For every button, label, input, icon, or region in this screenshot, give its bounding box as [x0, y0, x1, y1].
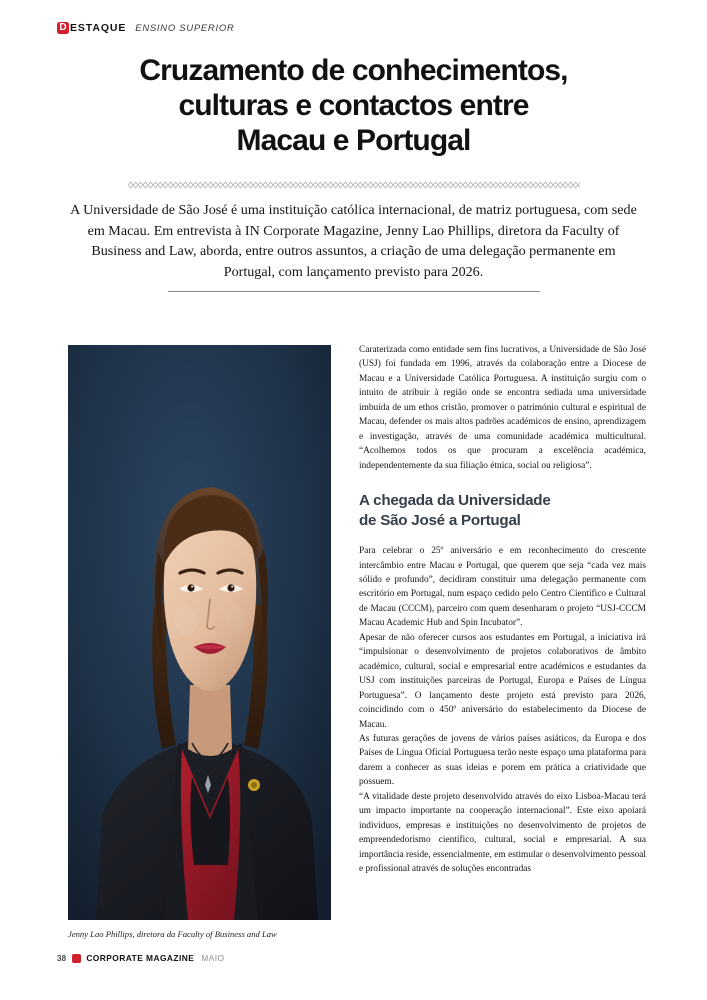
headline-line-1: Cruzamento de conhecimentos, [139, 54, 568, 87]
issue-month-label: MAIO [201, 953, 225, 963]
destaque-logo [57, 22, 126, 34]
subheading-line-1: A chegada da Universidade [359, 492, 551, 510]
article-subheading [359, 491, 646, 530]
magazine-brand-name: CORPORATE MAGAZINE [86, 953, 195, 963]
article-headline [55, 53, 652, 158]
page-footer [57, 952, 225, 964]
body-paragraph: Caraterizada como entidade sem fins lucrativos, a Universidade de São José (USJ) foi fundada em 1996, através da colaboração entre a Diocese de Macau e a Universidade Católica Portuguesa. A instituição surgiu com o intuito de atribuir à região onde se encontra sediada uma universidade imbuída de um ethos cristão, promover o património cultural e espiritual de Macau, defender os mais altos padrões académicos de ensino, aprendizagem e investigação, através de uma comunidade académica multicultural. “Acolhemos todos os que procuram a excelência académica, independentemente da sua filiação étnica, social ou religiosa”. [359, 345, 646, 471]
section-kicker-label: ENSINO SUPERIOR [135, 22, 235, 34]
subheading-line-2: de São José a Portugal [359, 511, 521, 529]
lead-horizontal-rule [168, 291, 540, 292]
body-paragraph: Apesar de não oferecer cursos aos estudantes em Portugal, a iniciativa irá “impulsionar o desenvolvimento de projetos colaborativos de âmbito académico, cultural, social e empresarial entre académicos e estudantes da USJ com instituições parceiras de Portugal, Europa e Países de Língua Portuguesa”. O lançamento deste projeto está previsto para 2026, coincidindo com o 450º aniversário do estabelecimento da Diocese de Macau. [359, 632, 646, 730]
destaque-badge-icon: D [57, 22, 69, 34]
body-paragraph: Para celebrar o 25º aniversário e em reconhecimento do crescente intercâmbio entre Macau e Portugal, que querem que seja “cada vez mais sólido e profundo”, decidiram constituir uma delegação permanente com escritório em Portugal, num espaço cedido pelo Centro Científico e Cultural de Macau (CCCM), parceiro com quem desenharam o projeto “USJ-CCCM Macau Academic Hub and Spin Incubator”. [359, 546, 646, 629]
article-portrait-photo [68, 345, 331, 920]
magazine-badge-icon [72, 954, 81, 963]
destaque-wordmark: ESTAQUE [70, 22, 127, 34]
body-paragraph: “A vitalidade deste projeto desenvolvido através do eixo Lisboa-Macau terá um impacto importante na cooperação internacional”. Este eixo apoiará indivíduos, empresas e instituições no desenvolvimento de projetos de empreendedorismo científico, cultural, social e empresarial. A sua importância reside, essencialmente, em estimular o desenvolvimento pessoal e profissional através de soluções encontradas [359, 791, 646, 875]
photo-caption: Jenny Lao Phillips, diretora da Faculty of Business and Law [68, 929, 277, 939]
portrait-illustration [68, 345, 331, 920]
article-kicker-bar [57, 21, 234, 35]
article-lead-paragraph: A Universidade de São José é uma instituição católica internacional, de matriz portuguesa, com sede em Macau. Em entrevista à IN Corporate Magazine, Jenny Lao Phillips, diretora da Faculty of Business and Law, aborda, entre outros assuntos, a criação de uma delegação permanente em Portugal, com lançamento previsto para 2026. [70, 202, 637, 280]
body-paragraph: As futuras gerações de jovens de vários países asiáticos, da Europa e dos Países de Língua Oficial Portuguesa terão neste espaço uma plataforma para darem a conhecer as suas ideias e porem em prática a criatividade que possuem. [359, 733, 646, 788]
article-body-column [359, 343, 646, 877]
headline-line-2: culturas e contactos entre [178, 89, 529, 122]
page-number: 38 [57, 953, 67, 963]
headline-line-3: Macau e Portugal [236, 124, 471, 157]
zigzag-divider-ornament [128, 181, 580, 189]
